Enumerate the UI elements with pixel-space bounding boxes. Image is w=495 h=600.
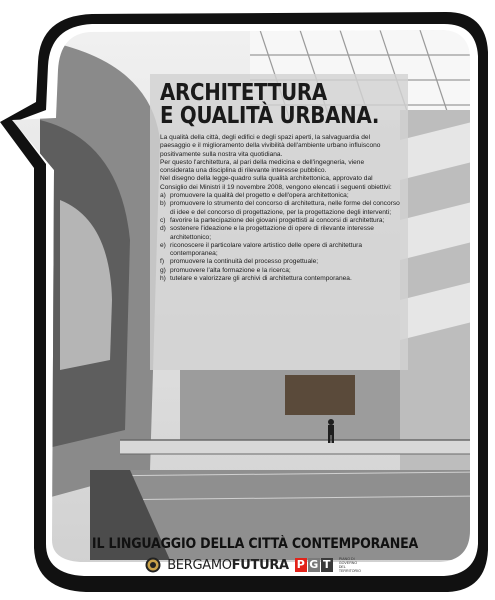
footer-strip [70,534,440,580]
brand-part-2: FUTURA [231,557,289,573]
pgt-letter-t: T [321,558,333,572]
objective-item: d) sostenere l'ideazione e la progettazione di opere di rilevante interesse architettonico; [160,225,374,241]
objectives-list [160,192,400,283]
text-panel [150,74,408,370]
pgt-logo [295,558,333,572]
objective-item: h) tutelare e valorizzare gli archivi di architettura contemporanea. [160,275,352,283]
objective-item: f) promuovere la continuità del processo progettuale; [160,258,319,266]
intro-paragraph-1: La qualità della città, degli edifici e degli spazi aperti, la salvaguardia del paesaggio e il miglioramento della vivibilità dell'ambiente urbano influiscono positivamente sulla nostra vita quotidiana. [160,134,381,158]
city-seal-icon [145,557,161,573]
objective-item: a) promuovere la qualità del progetto e dell'opera architettonica; [160,192,349,200]
intro-text [160,134,400,192]
intro-paragraph-2: Per questo l'architettura, al pari della medicina e dell'ingegneria, viene considerata una disciplina di rilevante interesse pubblico. [160,158,365,175]
logo-row [70,556,440,574]
objective-item: e) riconoscere il particolare valore artistico delle opere di architettura contemporanea; [160,241,363,258]
brand-logo [167,558,289,573]
brand-part-1: BERGAMO [167,557,232,573]
intro-paragraph-3: Nel disegno della legge-quadro sulla qualità architettonica, approvato dal Consiglio dei Ministri il 19 novembre 2008, vengono elencati i seguenti obiettivi: [160,175,392,191]
headline-line-2: E QUALITÀ URBANA. [160,103,380,129]
headline-line-1: ARCHITETTURA [160,80,327,106]
objective-item: b) promuovere lo strumento del concorso di architettura, nelle forme del concorso di idee e del concorso di progettazione, per la progettazione degli interventi; [160,200,400,216]
pgt-letter-g: G [309,558,319,571]
objective-item: c) favorire la partecipazione dei giovani progettisti ai concorsi di architettura; [160,216,385,224]
tagline: IL LINGUAGGIO DELLA CITTÀ CONTEMPORANEA [91,536,419,552]
pgt-note: PIANO DI GOVERNO DEL TERRITORIO [338,557,361,573]
pgt-letter-p: P [296,558,305,571]
objective-item: g) promuovere l'alta formazione e la ricerca; [160,266,291,274]
headline [160,82,409,128]
